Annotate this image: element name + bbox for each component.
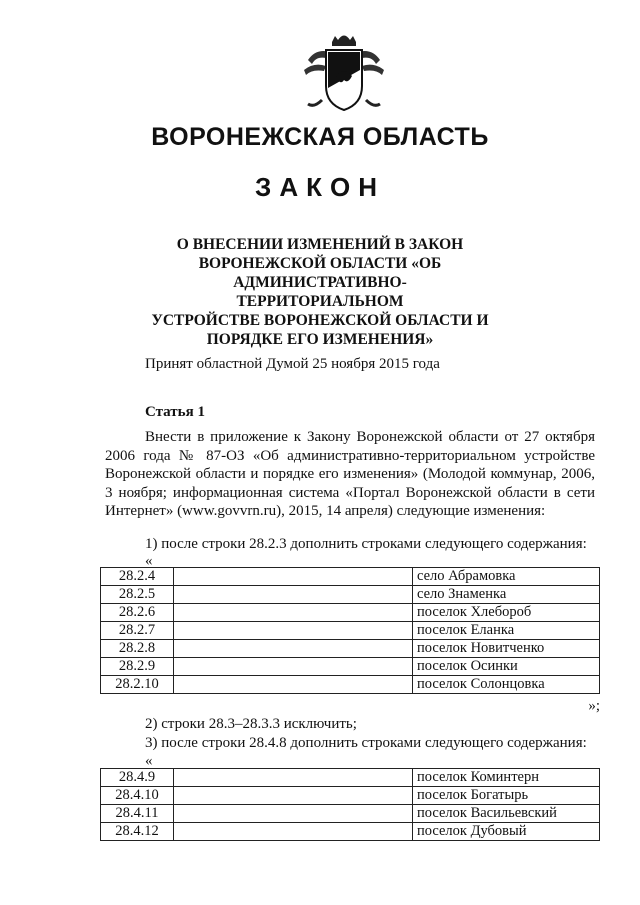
row-number: 28.4.9 xyxy=(101,769,174,787)
adoption-date: Принят областной Думой 25 ноября 2015 года xyxy=(145,356,440,372)
table-row xyxy=(101,586,600,604)
settlement-name: поселок Богатырь xyxy=(413,787,600,805)
settlement-name: поселок Дубовый xyxy=(413,823,600,841)
row-number: 28.4.11 xyxy=(101,805,174,823)
table-row xyxy=(101,658,600,676)
table-row xyxy=(101,604,600,622)
table-row xyxy=(101,823,600,841)
law-title: О ВНЕСЕНИИ ИЗМЕНЕНИЙ В ЗАКОН ВОРОНЕЖСКОЙ ОБЛАСТИ «ОБ АДМИНИСТРАТИВНО-ТЕРРИТОРИАЛЬНОМ УСТРОЙСТВЕ ВОРОНЕЖСКОЙ ОБЛАСТИ И ПОРЯДКЕ ЕГО ИЗМЕНЕНИЯ» xyxy=(151,236,489,348)
row-number: 28.4.10 xyxy=(101,787,174,805)
row-number: 28.2.9 xyxy=(101,658,174,676)
document-type: ЗАКОН xyxy=(255,172,385,202)
settlement-name: поселок Солонцовка xyxy=(413,676,600,694)
row-number: 28.2.5 xyxy=(101,586,174,604)
settlement-name: поселок Васильевский xyxy=(413,805,600,823)
amendment-item-1: 1) после строки 28.2.3 дополнить строками следующего содержания: xyxy=(145,536,587,552)
article-heading: Статья 1 xyxy=(145,404,205,420)
coat-of-arms-emblem xyxy=(298,30,390,122)
quote-close: »; xyxy=(588,698,600,714)
row-number: 28.2.8 xyxy=(101,640,174,658)
table-row xyxy=(101,805,600,823)
settlements-table-1 xyxy=(100,567,600,694)
settlement-name: поселок Коминтерн xyxy=(413,769,600,787)
table-row xyxy=(101,622,600,640)
row-number: 28.2.10 xyxy=(101,676,174,694)
amendment-item-2: 2) строки 28.3–28.3.3 исключить; xyxy=(145,716,357,732)
settlements-table-2 xyxy=(100,768,600,841)
settlement-name: поселок Новитченко xyxy=(413,640,600,658)
table-row xyxy=(101,640,600,658)
table-row xyxy=(101,676,600,694)
quote-open: « xyxy=(145,553,153,569)
settlement-name: поселок Еланка xyxy=(413,622,600,640)
settlement-name: село Знаменка xyxy=(413,586,600,604)
row-number: 28.2.6 xyxy=(101,604,174,622)
row-number: 28.2.4 xyxy=(101,568,174,586)
settlement-name: село Абрамовка xyxy=(413,568,600,586)
table-row xyxy=(101,787,600,805)
settlement-name: поселок Хлебороб xyxy=(413,604,600,622)
table-row xyxy=(101,568,600,586)
table-row xyxy=(101,769,600,787)
quote-open: « xyxy=(145,753,153,769)
row-number: 28.2.7 xyxy=(101,622,174,640)
region-title: ВОРОНЕЖСКАЯ ОБЛАСТЬ xyxy=(151,123,489,151)
settlement-name: поселок Осинки xyxy=(413,658,600,676)
article-body: Внести в приложение к Закону Воронежской области от 27 октября 2006 года № 87-ОЗ «Об административно-территориальном устройстве Воронежской области и порядке его изменения» (Молодой коммунар, 2006, 3 ноября; информационная система «Портал Воронежской области в сети Интернет» (www.govvrn.ru), 2015, 14 апреля) следующие изменения: xyxy=(105,429,595,519)
amendment-item-3: 3) после строки 28.4.8 дополнить строками следующего содержания: xyxy=(145,735,587,751)
row-number: 28.4.12 xyxy=(101,823,174,841)
